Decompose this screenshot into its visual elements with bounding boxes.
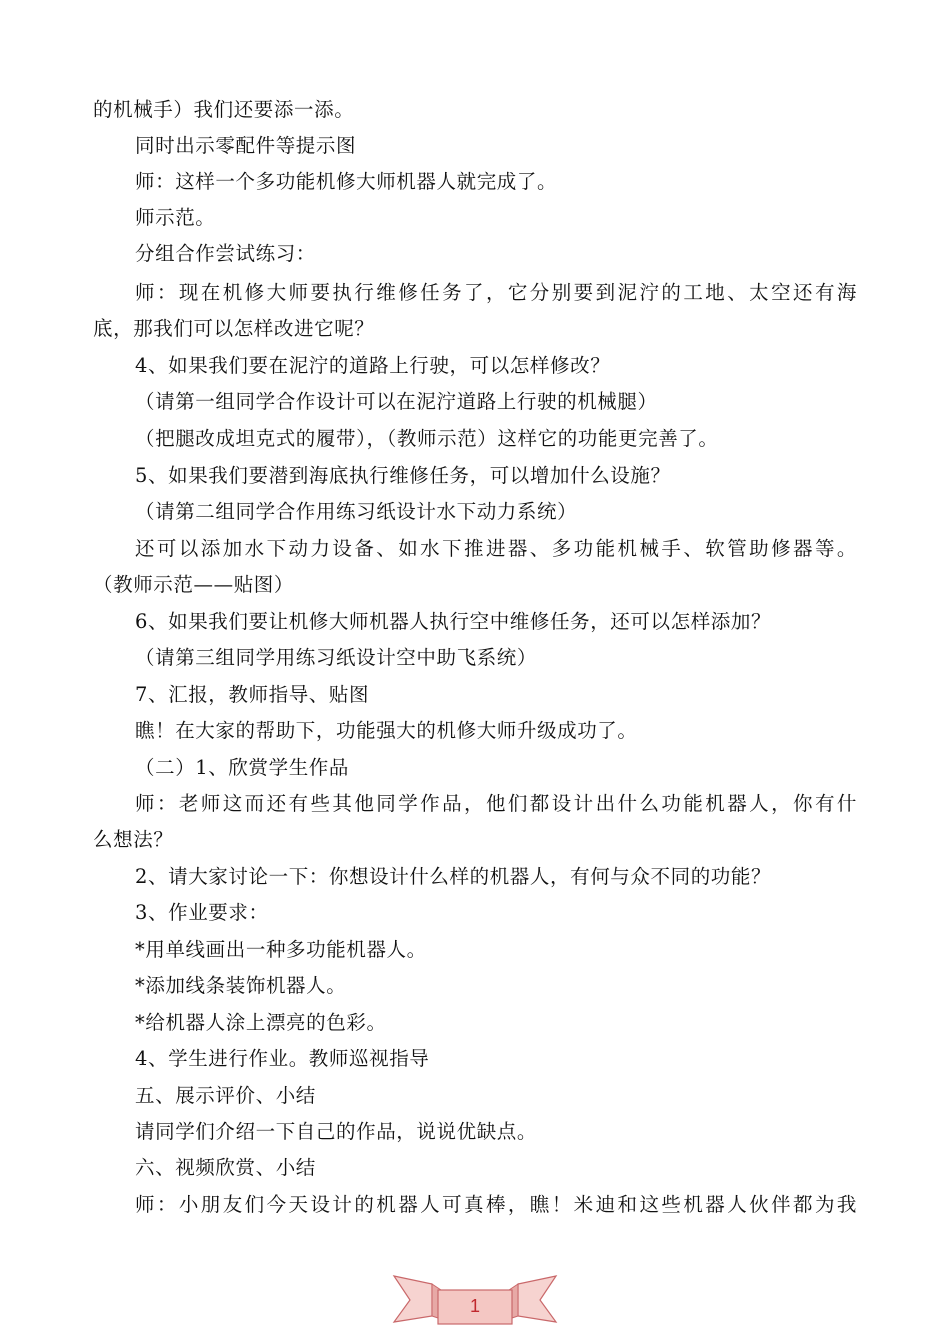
paragraph-line: 2、请大家讨论一下：你想设计什么样的机器人，有何与众不同的功能？ — [135, 865, 772, 888]
paragraph-line: 瞧！在大家的帮助下，功能强大的机修大师升级成功了。 — [135, 719, 638, 742]
paragraph-line: 同时出示零配件等提示图 — [135, 134, 357, 157]
paragraph-line: *给机器人涂上漂亮的色彩。 — [135, 1011, 387, 1034]
paragraph-line: *用单线画出一种多功能机器人。 — [135, 938, 427, 961]
paragraph-line: *添加线条装饰机器人。 — [135, 974, 347, 997]
paragraph-line: 分组合作尝试练习： — [135, 242, 316, 265]
paragraph-line: 师：老师这而还有些其他同学作品，他们都设计出什么功能机器人，你有什 — [135, 792, 857, 815]
paragraph-line: 六、视频欣赏、小结 — [135, 1156, 316, 1179]
paragraph-line: 师示范。 — [135, 206, 216, 229]
paragraph-line: （把腿改成坦克式的履带），（教师示范）这样它的功能更完善了。 — [135, 427, 719, 450]
paragraph-line: 6、如果我们要让机修大师机器人执行空中维修任务，还可以怎样添加？ — [135, 610, 772, 633]
paragraph-line: 师：这样一个多功能机修大师机器人就完成了。 — [135, 170, 558, 193]
paragraph-line: 3、作业要求： — [135, 901, 269, 924]
paragraph-line: 底，那我们可以怎样改进它呢？ — [93, 317, 375, 340]
paragraph-line: （请第三组同学用练习纸设计空中助飞系统） — [135, 646, 538, 669]
paragraph-line: 的机械手）我们还要添一添。 — [93, 98, 355, 121]
paragraph-line: （请第二组同学合作用练习纸设计水下动力系统） — [135, 500, 578, 523]
page-footer — [392, 1270, 558, 1330]
paragraph-line: 5、如果我们要潜到海底执行维修任务，可以增加什么设施？ — [135, 464, 671, 487]
paragraph-line: 4、学生进行作业。教师巡视指导 — [135, 1047, 430, 1070]
paragraph-line: 4、如果我们要在泥泞的道路上行驶，可以怎样修改？ — [135, 354, 611, 377]
page-number: 1 — [469, 1296, 480, 1316]
paragraph-line: 师：小朋友们今天设计的机器人可真棒，瞧！米迪和这些机器人伙伴都为我 — [135, 1193, 857, 1216]
paragraph-line: （教师示范——贴图） — [93, 573, 295, 596]
paragraph-line: 师：现在机修大师要执行维修任务了，它分别要到泥泞的工地、太空还有海 — [135, 281, 857, 304]
paragraph-line: 7、汇报，教师指导、贴图 — [135, 683, 370, 706]
paragraph-line: 请同学们介绍一下自己的作品，说说优缺点。 — [135, 1120, 538, 1143]
paragraph-line: 五、展示评价、小结 — [135, 1084, 316, 1107]
paragraph-line: 么想法？ — [93, 828, 174, 851]
paragraph-line: 还可以添加水下动力设备、如水下推进器、多功能机械手、软管助修器等。 — [135, 537, 857, 560]
paragraph-line: （二）1、欣赏学生作品 — [135, 756, 350, 779]
paragraph-line: （请第一组同学合作设计可以在泥泞道路上行驶的机械腿） — [135, 390, 658, 413]
